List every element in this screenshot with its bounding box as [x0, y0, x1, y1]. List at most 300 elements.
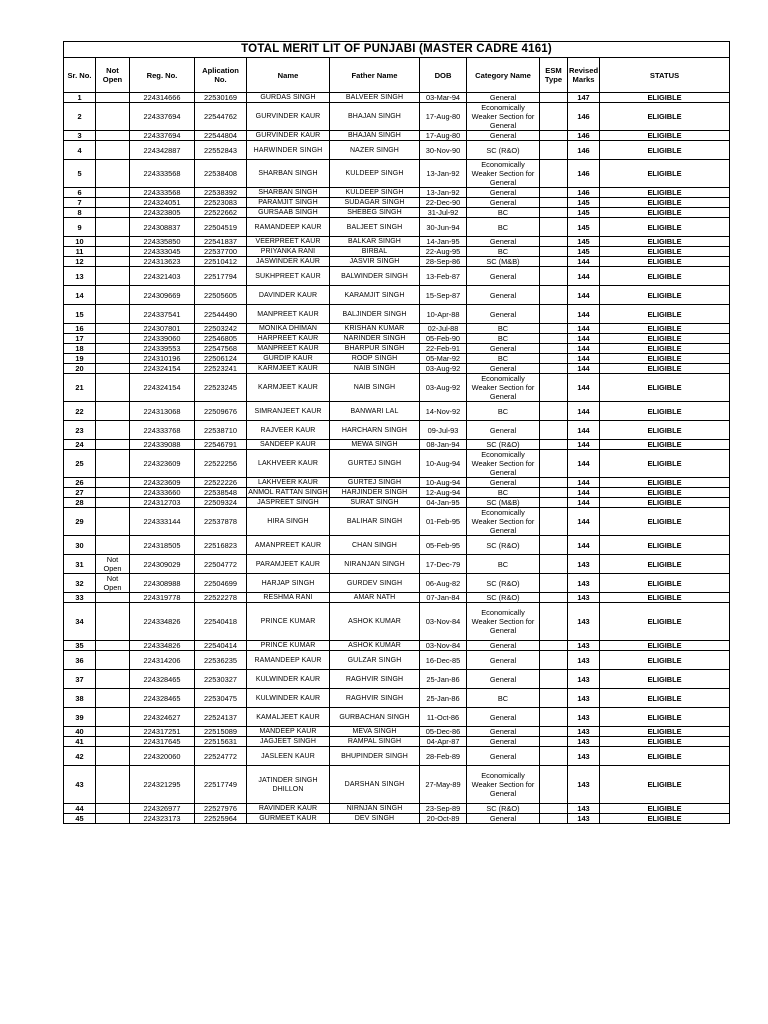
not-open-cell [96, 708, 130, 727]
not-open-cell [96, 727, 130, 737]
name-cell: KARMJEET KAUR [247, 374, 330, 402]
not-open-cell [96, 488, 130, 498]
table-row [64, 603, 730, 641]
merit-list-table [63, 41, 730, 824]
table-row [64, 555, 730, 574]
dob-cell: 02-Jul-88 [420, 324, 467, 334]
father-name-cell: NIRNJAN SINGH [330, 804, 420, 814]
category-cell: Economically Weaker Section for General [467, 374, 540, 402]
esm-type-cell [540, 218, 568, 237]
not-open-cell [96, 402, 130, 421]
category-cell: General [467, 131, 540, 141]
esm-type-cell [540, 689, 568, 708]
dob-cell: 14-Jan-95 [420, 237, 467, 247]
father-name-cell: SURAT SINGH [330, 498, 420, 508]
esm-type-cell [540, 103, 568, 131]
reg-no-cell: 224321403 [130, 267, 195, 286]
revised-marks-cell: 145 [568, 198, 600, 208]
dob-cell: 17-Dec-79 [420, 555, 467, 574]
revised-marks-cell: 143 [568, 814, 600, 824]
esm-type-cell [540, 641, 568, 651]
sr-no-cell: 27 [64, 488, 96, 498]
category-cell: General [467, 670, 540, 689]
table-row [64, 237, 730, 247]
application-no-cell: 22552843 [195, 141, 247, 160]
application-no-cell: 22540418 [195, 603, 247, 641]
name-cell: LAKHVEER KAUR [247, 478, 330, 488]
reg-no-cell: 224323609 [130, 478, 195, 488]
reg-no-cell: 224324627 [130, 708, 195, 727]
father-name-cell: NAIB SINGH [330, 374, 420, 402]
dob-cell: 17-Aug-80 [420, 103, 467, 131]
dob-cell: 22-Aug-95 [420, 247, 467, 257]
sr-no-cell: 45 [64, 814, 96, 824]
category-cell: General [467, 344, 540, 354]
category-cell: General [467, 286, 540, 305]
reg-no-cell: 224324051 [130, 198, 195, 208]
esm-type-cell [540, 364, 568, 374]
not-open-cell [96, 141, 130, 160]
father-name-cell: MEWA SINGH [330, 440, 420, 450]
reg-no-cell: 224337694 [130, 131, 195, 141]
father-name-cell: KARAMJIT SINGH [330, 286, 420, 305]
name-cell: RAVINDER KAUR [247, 804, 330, 814]
sr-no-cell: 23 [64, 421, 96, 440]
revised-marks-cell: 143 [568, 641, 600, 651]
sr-no-cell: 3 [64, 131, 96, 141]
application-no-cell: 22515631 [195, 737, 247, 747]
name-cell: GURVINDER KAUR [247, 131, 330, 141]
name-cell: SIMRANJEET KAUR [247, 402, 330, 421]
not-open-cell [96, 324, 130, 334]
sr-no-cell: 19 [64, 354, 96, 364]
not-open-cell [96, 450, 130, 478]
father-name-cell: DEV SINGH [330, 814, 420, 824]
application-no-cell: 22516823 [195, 536, 247, 555]
table-row [64, 257, 730, 267]
application-no-cell: 22544804 [195, 131, 247, 141]
revised-marks-cell: 144 [568, 324, 600, 334]
table-row [64, 737, 730, 747]
application-no-cell: 22538408 [195, 160, 247, 188]
status-cell: ELIGIBLE [600, 188, 730, 198]
esm-type-cell [540, 208, 568, 218]
not-open-cell [96, 689, 130, 708]
reg-no-cell: 224318505 [130, 536, 195, 555]
status-cell: ELIGIBLE [600, 160, 730, 188]
category-cell: BC [467, 354, 540, 364]
revised-marks-cell: 144 [568, 344, 600, 354]
name-cell: SHARBAN SINGH [247, 188, 330, 198]
category-cell: General [467, 364, 540, 374]
reg-no-cell: 224307801 [130, 324, 195, 334]
status-cell: ELIGIBLE [600, 574, 730, 593]
revised-marks-cell: 144 [568, 267, 600, 286]
sr-no-cell: 18 [64, 344, 96, 354]
dob-cell: 05-Feb-90 [420, 334, 467, 344]
table-row [64, 766, 730, 804]
not-open-cell [96, 354, 130, 364]
esm-type-cell [540, 574, 568, 593]
dob-cell: 11-Oct-86 [420, 708, 467, 727]
revised-marks-cell: 146 [568, 188, 600, 198]
reg-no-cell: 224328465 [130, 670, 195, 689]
category-cell: General [467, 267, 540, 286]
category-cell: Economically Weaker Section for General [467, 103, 540, 131]
col-header-name: Name [247, 58, 330, 93]
application-no-cell: 22522662 [195, 208, 247, 218]
esm-type-cell [540, 478, 568, 488]
status-cell: ELIGIBLE [600, 103, 730, 131]
not-open-cell [96, 603, 130, 641]
application-no-cell: 22527976 [195, 804, 247, 814]
revised-marks-cell: 143 [568, 670, 600, 689]
category-cell: Economically Weaker Section for General [467, 508, 540, 536]
category-cell: General [467, 814, 540, 824]
sr-no-cell: 28 [64, 498, 96, 508]
dob-cell: 03-Nov-84 [420, 641, 467, 651]
document-title: TOTAL MERIT LIT OF PUNJABI (MASTER CADRE 4161) [64, 42, 730, 58]
header-row [64, 58, 730, 93]
status-cell: ELIGIBLE [600, 555, 730, 574]
not-open-cell [96, 334, 130, 344]
table-row [64, 689, 730, 708]
dob-cell: 08-Jan-94 [420, 440, 467, 450]
status-cell: ELIGIBLE [600, 641, 730, 651]
status-cell: ELIGIBLE [600, 374, 730, 402]
father-name-cell: ASHOK KUMAR [330, 641, 420, 651]
table-row [64, 324, 730, 334]
table-row [64, 641, 730, 651]
not-open-cell [96, 364, 130, 374]
esm-type-cell [540, 498, 568, 508]
esm-type-cell [540, 555, 568, 574]
status-cell: ELIGIBLE [600, 804, 730, 814]
esm-type-cell [540, 334, 568, 344]
name-cell: SUKHPREET KAUR [247, 267, 330, 286]
name-cell: PARAMJEET KAUR [247, 555, 330, 574]
dob-cell: 30-Nov-90 [420, 141, 467, 160]
category-cell: General [467, 198, 540, 208]
application-no-cell: 22503242 [195, 324, 247, 334]
status-cell: ELIGIBLE [600, 257, 730, 267]
revised-marks-cell: 143 [568, 651, 600, 670]
table-row [64, 198, 730, 208]
dob-cell: 03-Aug-92 [420, 374, 467, 402]
dob-cell: 01-Feb-95 [420, 508, 467, 536]
category-cell: BC [467, 334, 540, 344]
status-cell: ELIGIBLE [600, 131, 730, 141]
status-cell: ELIGIBLE [600, 737, 730, 747]
father-name-cell: RAGHVIR SINGH [330, 689, 420, 708]
father-name-cell: BALJINDER SINGH [330, 305, 420, 324]
table-body [64, 93, 730, 824]
dob-cell: 22-Feb-91 [420, 344, 467, 354]
status-cell: ELIGIBLE [600, 141, 730, 160]
application-no-cell: 22523083 [195, 198, 247, 208]
not-open-cell [96, 218, 130, 237]
name-cell: JAGJEET SINGH [247, 737, 330, 747]
status-cell: ELIGIBLE [600, 237, 730, 247]
father-name-cell: GURTEJ SINGH [330, 450, 420, 478]
reg-no-cell: 224312703 [130, 498, 195, 508]
father-name-cell: GULZAR SINGH [330, 651, 420, 670]
application-no-cell: 22509324 [195, 498, 247, 508]
table-row [64, 374, 730, 402]
father-name-cell: KULDEEP SINGH [330, 160, 420, 188]
application-no-cell: 22538548 [195, 488, 247, 498]
sr-no-cell: 38 [64, 689, 96, 708]
esm-type-cell [540, 651, 568, 670]
revised-marks-cell: 144 [568, 364, 600, 374]
name-cell: MANDEEP KAUR [247, 727, 330, 737]
table-row [64, 421, 730, 440]
not-open-cell [96, 651, 130, 670]
dob-cell: 16-Dec-85 [420, 651, 467, 670]
reg-no-cell: 224317645 [130, 737, 195, 747]
father-name-cell: ROOP SINGH [330, 354, 420, 364]
dob-cell: 23-Sep-89 [420, 804, 467, 814]
sr-no-cell: 39 [64, 708, 96, 727]
application-no-cell: 22530169 [195, 93, 247, 103]
sr-no-cell: 40 [64, 727, 96, 737]
esm-type-cell [540, 727, 568, 737]
sr-no-cell: 33 [64, 593, 96, 603]
esm-type-cell [540, 747, 568, 766]
name-cell: SANDEEP KAUR [247, 440, 330, 450]
application-no-cell: 22524137 [195, 708, 247, 727]
dob-cell: 14-Nov-92 [420, 402, 467, 421]
revised-marks-cell: 146 [568, 131, 600, 141]
reg-no-cell: 224309029 [130, 555, 195, 574]
sr-no-cell: 17 [64, 334, 96, 344]
status-cell: ELIGIBLE [600, 334, 730, 344]
status-cell: ELIGIBLE [600, 364, 730, 374]
revised-marks-cell: 144 [568, 286, 600, 305]
esm-type-cell [540, 593, 568, 603]
revised-marks-cell: 143 [568, 689, 600, 708]
category-cell: General [467, 188, 540, 198]
reg-no-cell: 224333144 [130, 508, 195, 536]
father-name-cell: GURDEV SINGH [330, 574, 420, 593]
reg-no-cell: 224319778 [130, 593, 195, 603]
application-no-cell: 22517794 [195, 267, 247, 286]
status-cell: ELIGIBLE [600, 670, 730, 689]
esm-type-cell [540, 160, 568, 188]
dob-cell: 10-Aug-94 [420, 478, 467, 488]
revised-marks-cell: 144 [568, 508, 600, 536]
dob-cell: 07-Jan-84 [420, 593, 467, 603]
status-cell: ELIGIBLE [600, 508, 730, 536]
not-open-cell [96, 478, 130, 488]
reg-no-cell: 224309669 [130, 286, 195, 305]
table-row [64, 670, 730, 689]
sr-no-cell: 5 [64, 160, 96, 188]
category-cell: General [467, 478, 540, 488]
category-cell: Economically Weaker Section for General [467, 603, 540, 641]
esm-type-cell [540, 508, 568, 536]
sr-no-cell: 14 [64, 286, 96, 305]
not-open-cell [96, 131, 130, 141]
table-row [64, 574, 730, 593]
status-cell: ELIGIBLE [600, 421, 730, 440]
table-row [64, 727, 730, 737]
reg-no-cell: 224317251 [130, 727, 195, 737]
category-cell: General [467, 305, 540, 324]
father-name-cell: GURBACHAN SINGH [330, 708, 420, 727]
reg-no-cell: 224314206 [130, 651, 195, 670]
sr-no-cell: 22 [64, 402, 96, 421]
table-row [64, 141, 730, 160]
application-no-cell: 22504519 [195, 218, 247, 237]
not-open-cell [96, 440, 130, 450]
application-no-cell: 22541837 [195, 237, 247, 247]
reg-no-cell: 224337541 [130, 305, 195, 324]
application-no-cell: 22522226 [195, 478, 247, 488]
sr-no-cell: 26 [64, 478, 96, 488]
table-row [64, 247, 730, 257]
revised-marks-cell: 144 [568, 498, 600, 508]
revised-marks-cell: 144 [568, 421, 600, 440]
name-cell: JASPREET SINGH [247, 498, 330, 508]
dob-cell: 25-Jan-86 [420, 670, 467, 689]
revised-marks-cell: 143 [568, 593, 600, 603]
category-cell: BC [467, 488, 540, 498]
table-row [64, 354, 730, 364]
revised-marks-cell: 143 [568, 737, 600, 747]
category-cell: BC [467, 247, 540, 257]
father-name-cell: NAZER SINGH [330, 141, 420, 160]
application-no-cell: 22504699 [195, 574, 247, 593]
esm-type-cell [540, 247, 568, 257]
table-row [64, 536, 730, 555]
sr-no-cell: 31 [64, 555, 96, 574]
father-name-cell: BHAJAN SINGH [330, 131, 420, 141]
category-cell: SC (R&O) [467, 141, 540, 160]
name-cell: MONIKA DHIMAN [247, 324, 330, 334]
name-cell: LAKHVEER KAUR [247, 450, 330, 478]
name-cell: RAMANDEEP KAUR [247, 651, 330, 670]
reg-no-cell: 224333568 [130, 160, 195, 188]
status-cell: ELIGIBLE [600, 536, 730, 555]
sr-no-cell: 11 [64, 247, 96, 257]
sr-no-cell: 21 [64, 374, 96, 402]
revised-marks-cell: 143 [568, 727, 600, 737]
status-cell: ELIGIBLE [600, 440, 730, 450]
reg-no-cell: 224334826 [130, 603, 195, 641]
father-name-cell: NARINDER SINGH [330, 334, 420, 344]
reg-no-cell: 224323173 [130, 814, 195, 824]
sr-no-cell: 7 [64, 198, 96, 208]
esm-type-cell [540, 267, 568, 286]
dob-cell: 05-Dec-86 [420, 727, 467, 737]
reg-no-cell: 224339060 [130, 334, 195, 344]
reg-no-cell: 224310196 [130, 354, 195, 364]
revised-marks-cell: 144 [568, 478, 600, 488]
category-cell: Economically Weaker Section for General [467, 766, 540, 804]
application-no-cell: 22515089 [195, 727, 247, 737]
status-cell: ELIGIBLE [600, 208, 730, 218]
sr-no-cell: 12 [64, 257, 96, 267]
category-cell: SC (R&O) [467, 440, 540, 450]
reg-no-cell: 224333660 [130, 488, 195, 498]
category-cell: General [467, 93, 540, 103]
table-row [64, 508, 730, 536]
category-cell: General [467, 651, 540, 670]
name-cell: JATINDER SINGH DHILLON [247, 766, 330, 804]
table-row [64, 93, 730, 103]
status-cell: ELIGIBLE [600, 93, 730, 103]
esm-type-cell [540, 93, 568, 103]
reg-no-cell: 224323609 [130, 450, 195, 478]
father-name-cell: RAGHVIR SINGH [330, 670, 420, 689]
application-no-cell: 22522256 [195, 450, 247, 478]
sr-no-cell: 13 [64, 267, 96, 286]
father-name-cell: MEVA SINGH [330, 727, 420, 737]
table-row [64, 747, 730, 766]
dob-cell: 30-Jun-94 [420, 218, 467, 237]
category-cell: General [467, 727, 540, 737]
table-row [64, 402, 730, 421]
table-row [64, 267, 730, 286]
name-cell: PRIYANKA RANI [247, 247, 330, 257]
sr-no-cell: 20 [64, 364, 96, 374]
esm-type-cell [540, 421, 568, 440]
application-no-cell: 22505605 [195, 286, 247, 305]
dob-cell: 31-Jul-92 [420, 208, 467, 218]
sr-no-cell: 10 [64, 237, 96, 247]
name-cell: PRINCE KUMAR [247, 641, 330, 651]
dob-cell: 28-Sep-86 [420, 257, 467, 267]
category-cell: SC (M&B) [467, 498, 540, 508]
not-open-cell [96, 536, 130, 555]
sr-no-cell: 6 [64, 188, 96, 198]
table-row [64, 804, 730, 814]
not-open-cell [96, 188, 130, 198]
sr-no-cell: 44 [64, 804, 96, 814]
status-cell: ELIGIBLE [600, 488, 730, 498]
name-cell: SHARBAN SINGH [247, 160, 330, 188]
dob-cell: 10-Apr-88 [420, 305, 467, 324]
sr-no-cell: 41 [64, 737, 96, 747]
sr-no-cell: 16 [64, 324, 96, 334]
reg-no-cell: 224339088 [130, 440, 195, 450]
status-cell: ELIGIBLE [600, 727, 730, 737]
status-cell: ELIGIBLE [600, 198, 730, 208]
application-no-cell: 22536235 [195, 651, 247, 670]
sr-no-cell: 9 [64, 218, 96, 237]
category-cell: Economically Weaker Section for General [467, 450, 540, 478]
father-name-cell: BALVEER SINGH [330, 93, 420, 103]
application-no-cell: 22537700 [195, 247, 247, 257]
dob-cell: 13-Jan-92 [420, 160, 467, 188]
category-cell: SC (M&B) [467, 257, 540, 267]
sr-no-cell: 25 [64, 450, 96, 478]
category-cell: BC [467, 324, 540, 334]
application-no-cell: 22525964 [195, 814, 247, 824]
esm-type-cell [540, 766, 568, 804]
esm-type-cell [540, 374, 568, 402]
table-row [64, 498, 730, 508]
not-open-cell [96, 737, 130, 747]
sr-no-cell: 30 [64, 536, 96, 555]
category-cell: Economically Weaker Section for General [467, 160, 540, 188]
status-cell: ELIGIBLE [600, 814, 730, 824]
category-cell: General [467, 708, 540, 727]
status-cell: ELIGIBLE [600, 450, 730, 478]
esm-type-cell [540, 708, 568, 727]
table-row [64, 218, 730, 237]
